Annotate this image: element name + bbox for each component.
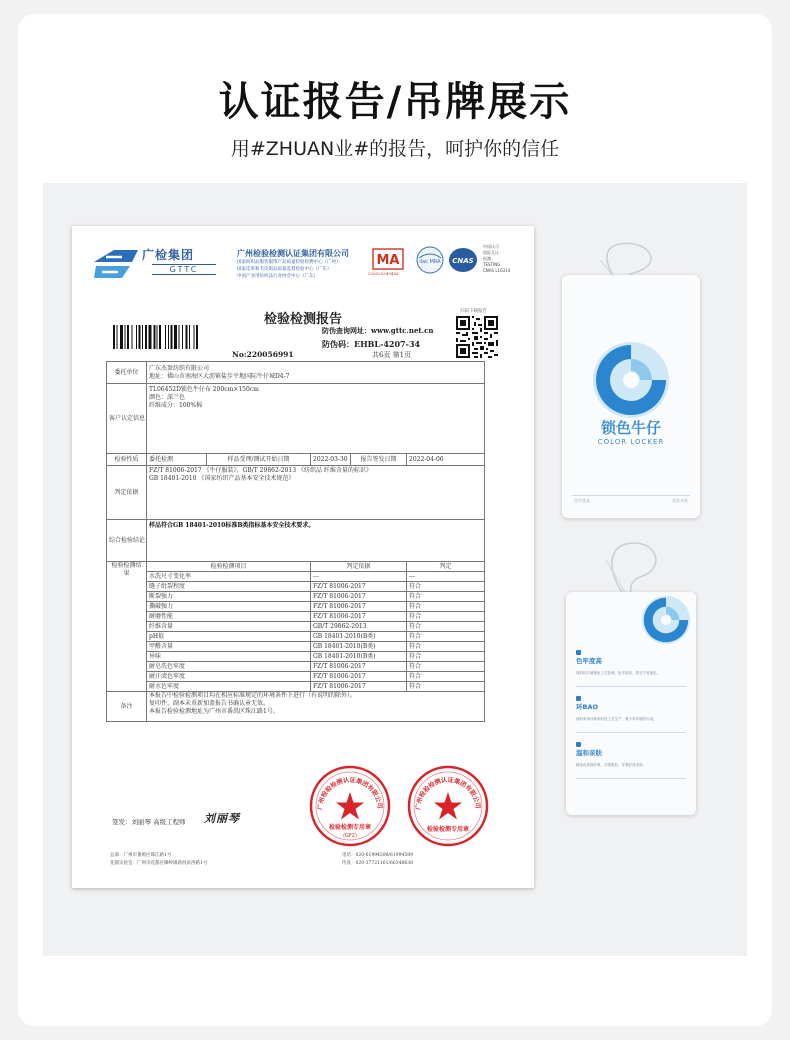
signer-line: 签发：刘丽琴 高级工程师 bbox=[112, 818, 186, 826]
result-verdict: 符合 bbox=[407, 602, 485, 612]
brand-name-cn: 锁色牛仔 bbox=[600, 419, 661, 437]
feature-divider bbox=[576, 732, 686, 733]
verify-site: 防伪查询网址：www.gttc.net.cn bbox=[322, 326, 434, 335]
results-header: 判定依据 bbox=[311, 562, 407, 572]
issued-date: 2022-04-06 bbox=[407, 454, 485, 466]
result-item: 水洗尺寸变化率 bbox=[147, 572, 311, 582]
stamp-subtext: 检验检测专用章 bbox=[328, 824, 372, 831]
barcode-icon bbox=[112, 325, 228, 349]
result-item: pH值 bbox=[147, 632, 311, 642]
client-label: 委托单位 bbox=[107, 362, 147, 384]
result-item: 耐汗渍色牢度 bbox=[147, 672, 311, 682]
received-date: 2022-03-30 bbox=[311, 454, 351, 466]
feature-title: 温和亲肤 bbox=[576, 749, 602, 757]
result-row bbox=[107, 642, 485, 652]
cnas-label: CNAS bbox=[452, 257, 474, 265]
sample-line: 颜色：深兰色 bbox=[149, 394, 186, 401]
feature-divider bbox=[576, 778, 686, 779]
test-type-label: 检验性质 bbox=[107, 454, 147, 466]
basis-row bbox=[107, 466, 485, 520]
ilac-mra-icon bbox=[416, 246, 444, 274]
result-row bbox=[107, 652, 485, 662]
result-verdict: 符合 bbox=[407, 622, 485, 632]
remarks-label: 备注 bbox=[107, 692, 147, 722]
cnas-caption: 中国认可 国际互认 检测 TESTING CNAS L16314 bbox=[483, 244, 511, 273]
received-label: 样品受理/测试开始日期 bbox=[207, 454, 311, 466]
group-line: 国家皮革和毛皮制品质量监督检验中心（广东） bbox=[237, 267, 332, 272]
gttc-name-cn: 广检集团 bbox=[142, 248, 195, 262]
handwritten-signature: 刘丽琴 bbox=[204, 812, 240, 825]
official-stamp-right bbox=[406, 764, 490, 848]
ma-number: 220020349456 bbox=[368, 271, 399, 276]
result-row bbox=[107, 662, 485, 672]
result-basis: FZ/T 81006-2017 bbox=[311, 672, 407, 682]
test-info-row bbox=[107, 454, 485, 466]
result-verdict: 符合 bbox=[407, 592, 485, 602]
tag-divider bbox=[572, 495, 690, 496]
footer-fax: 传真：020-37721161/66348638 bbox=[342, 861, 413, 866]
result-row bbox=[107, 672, 485, 682]
feature-desc: 精选优质棉纤维，手感柔软，穿着舒适亲肤。 bbox=[576, 763, 646, 767]
feature-title: 色牢度高 bbox=[576, 657, 602, 665]
ma-label: MA bbox=[376, 253, 400, 268]
sample-row bbox=[107, 384, 485, 454]
result-basis: FZ/T 81006-2017 bbox=[311, 612, 407, 622]
issued-label: 报告签发日期 bbox=[351, 454, 407, 466]
test-type: 委托检测 bbox=[147, 454, 207, 466]
hang-tag-back bbox=[566, 592, 696, 815]
conclusion-row bbox=[107, 520, 485, 562]
result-row bbox=[107, 682, 485, 692]
results-header-row bbox=[107, 562, 485, 572]
tag-footer-right: 柔软亲肤 bbox=[672, 498, 688, 503]
feature-title: 环BAO bbox=[576, 703, 599, 711]
result-row bbox=[107, 632, 485, 642]
result-row bbox=[107, 622, 485, 632]
result-verdict: 符合 bbox=[407, 632, 485, 642]
stamp-code: (GF2) bbox=[343, 833, 357, 839]
result-basis: --- bbox=[311, 572, 407, 582]
result-basis: FZ/T 81006-2017 bbox=[311, 582, 407, 592]
page-title: 认证报告/吊牌展示 bbox=[218, 79, 572, 125]
remarks-row bbox=[107, 692, 485, 722]
brand-logo-icon bbox=[640, 594, 692, 646]
stamp-text: 广州检验检测认证集团有限公司 bbox=[316, 776, 384, 811]
remark-line: 本报告中检验检测项目均在相应标准规定的环境条件下进行（有说明的除外）。 bbox=[149, 692, 357, 699]
group-name: 广州检验检测认证集团有限公司 bbox=[237, 249, 349, 258]
results-header: 判定 bbox=[407, 562, 485, 572]
feature-desc: 面料采用环保染料及工艺生产，减少对环境的污染。 bbox=[576, 717, 657, 721]
result-item: 撕破强力 bbox=[147, 602, 311, 612]
verify-code: 防伪码：EHBL-4207-34 bbox=[322, 339, 421, 349]
result-row bbox=[107, 582, 485, 592]
feature-icon bbox=[576, 742, 581, 747]
sample-label: 客户认定信息 bbox=[107, 384, 147, 454]
result-item: 缝子纰裂程度 bbox=[147, 582, 311, 592]
feature-icon bbox=[576, 696, 581, 701]
footer-branch: 花都实验室：广州市花都区狮岭镇新河滨西路1号 bbox=[110, 861, 208, 866]
result-verdict: --- bbox=[407, 572, 485, 582]
official-stamp-left bbox=[308, 764, 392, 848]
result-item: 异味 bbox=[147, 652, 311, 662]
gttc-name-en: GTTC bbox=[152, 264, 216, 275]
brand-name-en: COLOR LOCKER bbox=[597, 438, 665, 446]
results-header: 检验检测项目 bbox=[147, 562, 311, 572]
result-basis: FZ/T 81006-2017 bbox=[311, 662, 407, 672]
report-number: No:220056991 bbox=[232, 350, 294, 359]
hang-tag-front bbox=[562, 275, 700, 518]
result-row bbox=[107, 592, 485, 602]
client-address: 地址：佛山市南海区大沥镇盐步平地国际牛仔城D4-7 bbox=[149, 372, 290, 380]
footer-hq: 总部：广州市番禺区珠江路1号 bbox=[110, 853, 172, 858]
feature-divider bbox=[576, 686, 686, 687]
footer-tel: 电话：020-61994598/61994599 bbox=[342, 853, 413, 858]
result-verdict: 符合 bbox=[407, 642, 485, 652]
results-label: 检验检测结果 bbox=[107, 562, 147, 692]
client-row bbox=[107, 362, 485, 384]
result-item: 甲醛含量 bbox=[147, 642, 311, 652]
qr-code-icon[interactable] bbox=[456, 316, 498, 358]
result-item: 耐水色牢度 bbox=[147, 682, 311, 692]
result-basis: FZ/T 81006-2017 bbox=[311, 592, 407, 602]
group-line: 国家纺织品服装服饰产品质量检验检测中心（广州） bbox=[237, 260, 341, 265]
conclusion-text: 样品符合GB 18401-2010标准B类指标基本安全技术要求。 bbox=[147, 520, 485, 562]
result-verdict: 符合 bbox=[407, 582, 485, 592]
result-item: 耐磨性能 bbox=[147, 612, 311, 622]
result-basis: GB 18401-2010(B类) bbox=[311, 632, 407, 642]
result-basis: GB 18401-2010(B类) bbox=[311, 642, 407, 652]
basis-line: FZ/T 81006-2017 《牛仔服装》，GB/T 29862-2013 《纺织品 纤维含量的标识》 bbox=[149, 467, 372, 474]
brand-logo-icon bbox=[590, 339, 672, 421]
remark-line: 复印件、副本未重新加盖报告书确认章无效。 bbox=[149, 700, 270, 707]
result-verdict: 符合 bbox=[407, 652, 485, 662]
result-row bbox=[107, 572, 485, 582]
result-basis: FZ/T 81006-2017 bbox=[311, 602, 407, 612]
test-report-document bbox=[72, 226, 534, 888]
ma-mark-icon bbox=[372, 248, 404, 270]
remark-line: 本报告检验检测地址为广州市番禺区珠江路1号。 bbox=[149, 708, 279, 715]
ilac-label: ilac MRA bbox=[419, 259, 441, 265]
result-item: 断裂强力 bbox=[147, 592, 311, 602]
feature-icon bbox=[576, 650, 581, 655]
result-verdict: 符合 bbox=[407, 612, 485, 622]
stamp-subtext: 检验检测专用章 bbox=[426, 826, 470, 833]
client-name: 广东杰盈纺织有限公司 bbox=[149, 364, 210, 372]
page-subtitle: 用#ZHUAN业#的报告，呵护你的信任 bbox=[230, 138, 560, 160]
cnas-icon bbox=[448, 246, 478, 274]
basis-line: GB 18401-2010 《国家纺织产品基本安全技术规范》 bbox=[149, 475, 295, 482]
report-title: 检验检测报告 bbox=[263, 312, 342, 327]
qr-caption: 扫码下载报告 bbox=[460, 309, 487, 314]
conclusion-label: 综合检验结论 bbox=[107, 520, 147, 562]
result-verdict: 符合 bbox=[407, 682, 485, 692]
result-basis: GB 18401-2010(B类) bbox=[311, 652, 407, 662]
stamp-text: 广州检验检测认证集团有限公司 bbox=[414, 776, 482, 811]
result-verdict: 符合 bbox=[407, 672, 485, 682]
result-item: 耐皂洗色牢度 bbox=[147, 662, 311, 672]
report-table bbox=[106, 361, 485, 722]
result-basis: GB/T 29862-2013 bbox=[311, 622, 407, 632]
result-verdict: 符合 bbox=[407, 662, 485, 672]
group-line: 中国产业用纺织品行业协会中心（广东） bbox=[237, 274, 318, 279]
feature-desc: 面料经专属锁色工艺处理，色牢度高，洗后不易褪色。 bbox=[576, 671, 660, 675]
basis-label: 判定依据 bbox=[107, 466, 147, 520]
sample-line: 纤维成分：100%棉 bbox=[149, 402, 203, 409]
result-row bbox=[107, 602, 485, 612]
result-row bbox=[107, 612, 485, 622]
page-count: 共6页 第1页 bbox=[372, 351, 412, 359]
result-basis: FZ/T 81006-2017 bbox=[311, 682, 407, 692]
result-item: 纤维含量 bbox=[147, 622, 311, 632]
sample-line: TL06452D锁色牛仔布 200cm×150cm bbox=[149, 386, 259, 393]
tag-footer-left: 色牢度高 bbox=[574, 498, 590, 503]
